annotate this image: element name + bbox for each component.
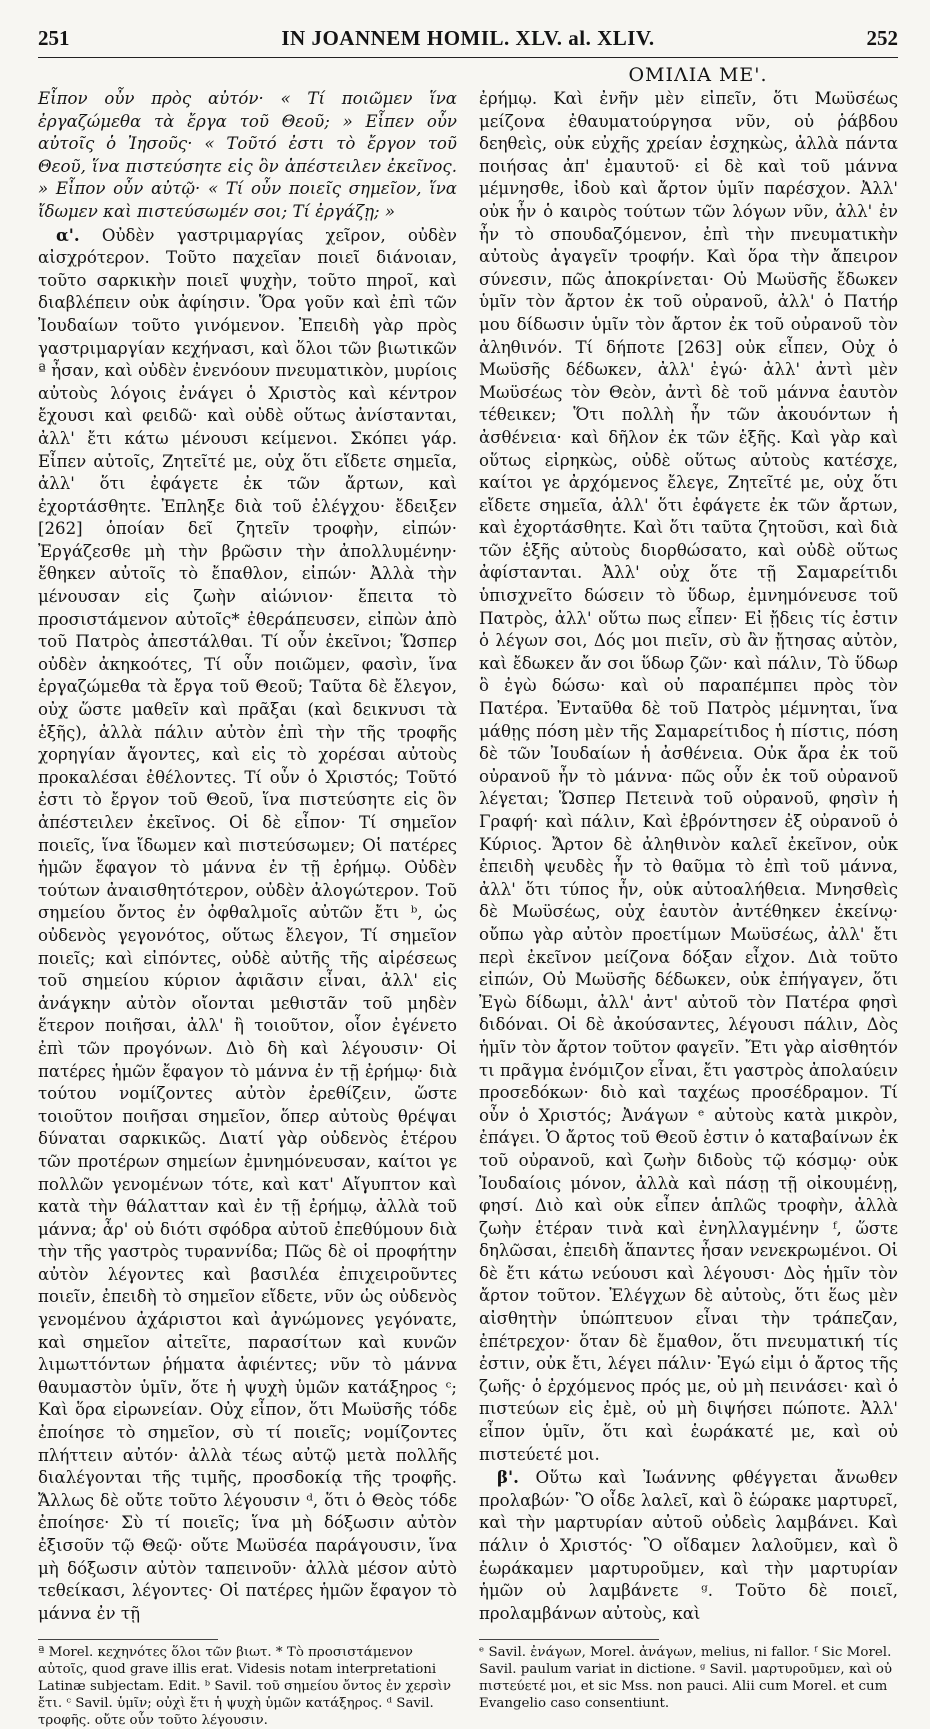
left-body-text: Οὐδὲν γαστριμαργίας χεῖρον, οὐδὲν αἰσχρότερον. Τοῦτο παχεῖαν ποιεῖ διάνοιαν, τοῦτο σαρκικὴν ποιεῖ ψυχὴν, τοῦτο πηροῖ, καὶ διαβλέπειν οὐκ ἀφίησιν. Ὅρα γοῦν καὶ ἐπὶ τῶν Ἰουδαίων τοῦτο γινόμενον. Ἐπειδὴ γὰρ πρὸς γαστριμαργίαν κεχήνασι, καὶ ὅλοι τῶν βιωτικῶν ª ἦσαν, καὶ οὐδὲν ἐνενόουν πνευματικὸν, μυρίοις αὐτοὺς λόγοις ἐνάγει ὁ Χριστὸς καὶ κέντρον ἔχουσι καὶ φειδῶ· καὶ οὐδὲ οὕτως ἀνίστανται, ἀλλ' ἔτι κάτω μένουσι κείμενοι. Σκόπει γάρ. Εἶπεν αὐτοῖς, Ζητεῖτέ με, οὐχ ὅτι εἴδετε σημεῖα, ἀλλ' ὅτι ἐφάγετε ἐκ τῶν ἄρτων, καὶ ἐχορτάσθητε. Ἐπληξε διὰ τοῦ ἐλέγχου· ἔδειξεν [262] ὁποίαν δεῖ ζητεῖν τροφὴν, εἰπών· Ἐργάζεσθε μὴ τὴν βρῶσιν τὴν ἀπολλυμένην· ἔθηκεν αὐτοῖς τὸ ἔπαθλον, εἰπών· Ἀλλὰ τὴν μένουσαν εἰς ζωὴν αἰώνιον· ἔπειτα τὸ προσιστάμενον αὐτοῖς* ἐθεράπευσεν, εἰπὼν ἀπὸ τοῦ Πατρὸς ἀπεστάλθαι. Τί οὖν ἐκεῖνοι; Ὥσπερ οὐδὲν ἀκηκοότες, Τί οὖν ποιῶμεν, φασὶν, ἵνα ἐργαζώμεθα τὰ ἔργα τοῦ Θεοῦ; Ταῦτα δὲ ἔλεγον, οὐχ ὥστε μαθεῖν καὶ πρᾶξαι (καὶ δεικνυσι τὰ ἑξῆς), ἀλλὰ πάλιν αὐτὸν ἐπὶ τὴν τῆς τροφῆς χορηγίαν ἄγοντες, καὶ εἰς τὸ χορέσαι αὐτοὺς προκαλέσαι ἐθέλοντες. Τί οὖν ὁ Χριστός; Τοῦτό ἐστι τὸ ἔργον τοῦ Θεοῦ, ἵνα πιστεύσητε εἰς ὃν ἀπέστειλεν ἐκεῖνος. Οἱ δὲ εἶπον· Τί σημεῖον ποιεῖς, ἵνα ἴδωμεν καὶ πιστεύσωμεν; Οἱ πατέρες ἡμῶν ἔφαγον τὸ μάννα ἐν τῇ ἐρήμῳ. Οὐδὲν τούτων ἀναισθητότερον, οὐδὲν ἀλογώτερον. Τοῦ σημείου ὄντος ἐν ὀφθαλμοῖς αὐτῶν ἔτι ᵇ, ὡς οὐδενὸς γεγονότος, οὕτως ἔλεγον, Τί σημεῖον ποιεῖς; καὶ εἰπόντες, οὐδὲ αὐτῆς τῆς αἱρέσεως τοῦ σημείου κύριον ἀφιᾶσιν εἶναι, ἀλλ' εἰς ἀνάγκην αὐτὸν οἴονται μεθιστᾶν τοῦ μηδὲν ἕτερον ποιῆσαι, ἀλλ' ἢ τοιοῦτον, οἷον ἐγένετο ἐπὶ τῶν προγόνων. Διὸ δὴ καὶ λέγουσιν· Οἱ πατέρες ἡμῶν ἔφαγον τὸ μάννα ἐν τῇ ἐρήμῳ· διὰ τούτου νομίζοντες αὐτὸν ἐρεθίζειν, ὥστε τοιοῦτον ποιῆσαι σημεῖον, ὅπερ αὐτοὺς θρέψαι δύναται σαρκικῶς. Διατί γὰρ οὐδενὸς ἑτέρου τῶν προτέρων σημείων ἐμνημόνευσαν, καίτοι γε πολλῶν γενομένων τότε, καὶ κατ' Αἴγυπτον καὶ κατὰ τὴν θάλατταν καὶ ἐν τῇ ἐρήμῳ, ἀλλὰ τοῦ μάννα; ἆρ' οὐ διότι σφόδρα αὐτοῦ ἐπεθύμουν διὰ τὴν τῆς γαστρὸς τυραννίδα; Πῶς δὲ οἱ προφήτην αὐτὸν λέγοντες καὶ βασιλέα ἐπιχειροῦντες ποιεῖν, ἐπειδὴ τὸ σημεῖον εἴδετε, νῦν ὡς οὐδενὸς γενομένου ἀχάριστοι καὶ ἀγνώμονες γεγόνατε, καὶ σημεῖον αἰτεῖτε, παρασίτων καὶ κυνῶν λιμωττόντων ῥήματα ἀφιέντες; νῦν τὸ μάννα θαυμαστὸν ὑμῖν, ὅτε ἡ ψυχὴ ὑμῶν κατάξηρος ᶜ; Καὶ ὅρα εἰρωνείαν. Οὐχ εἶπον, ὅτι Μωϋσῆς τόδε ἐποίησε τὸ σημεῖον, σὺ τί ποιεῖς; νομίζοντες πλήττειν αὐτόν· ἀλλὰ τέως αὐτῷ μετὰ πολλῆς διαλέγονται τῆς τιμῆς, προσδοκίᾳ τῆς τροφῆς. Ἄλλως δὲ οὔτε τοῦτο λέγουσιν ᵈ, ὅτι ὁ Θεὸς τόδε ἐποίησε· Σὺ τί ποιεῖς; ἵνα μὴ δόξωσιν αὐτὸν ἐξισοῦν τῷ Θεῷ· οὔτε Μωϋσέα παράγουσιν, ἵνα μὴ δόξωσιν αὐτὸν ταπεινοῦν· ἀλλὰ μέσον αὐτὸ τεθείκασι, λέγοντες· Οἱ πατέρες ἡμῶν ἔφαγον τὸ μάννα ἐν τῇ bbox=[38, 225, 457, 1623]
scripture-intro: Εἶπον οὖν πρὸς αὐτόν· « Τί ποιῶμεν ἵνα ἐργαζώμεθα τὰ ἔργα τοῦ Θεοῦ; » Εἶπεν οὖν αὐτοῖς ὁ Ἰησοῦς· « Τοῦτό ἐστι τὸ ἔργον τοῦ Θεοῦ, ἵνα πιστεύσητε εἰς ὃν ἀπέστειλεν ἐκεῖνος. » Εἶπον οὖν αὐτῷ· « Τί οὖν ποιεῖς σημεῖον, ἵνα ἴδωμεν καὶ πιστεύσωμέν σοι; Τί ἐργάζῃ; » bbox=[38, 89, 457, 221]
running-title: IN JOANNEM HOMIL. XLV. al. XLIV. bbox=[281, 26, 655, 50]
left-page-number: 251 bbox=[38, 26, 70, 50]
footnotes-left bbox=[38, 1639, 457, 1729]
section-mark-beta: β'. bbox=[497, 1467, 519, 1488]
footnotes-right bbox=[479, 1639, 898, 1729]
text-columns bbox=[38, 88, 898, 1625]
right-body2-text: Οὕτω καὶ Ἰωάννης φθέγγεται ἄνωθεν προλαβών· Ὃ οἶδε λαλεῖ, καὶ ὃ ἑώρακε μαρτυρεῖ, καὶ τὴν μαρτυρίαν αὐτοῦ οὐδεὶς λαμβάνει. Καὶ πάλιν ὁ Χριστός· Ὃ οἴδαμεν λαλοῦμεν, καὶ ὃ ἑωράκαμεν μαρτυροῦμεν, καὶ τὴν μαρτυρίαν ἡμῶν οὐ λαμβάνετε ᵍ. Τοῦτο δὲ ποιεῖ, προλαμβάνων αὐτοὺς, καὶ bbox=[479, 1468, 898, 1623]
footnotes bbox=[38, 1639, 898, 1729]
footnote-rule-left bbox=[38, 1639, 218, 1640]
footnotes-left-text: ª Morel. κεχηνότες ὅλοι τῶν βιωτ. * Τὸ προσιστάμενον αὐτοῖς, quod grave illis erat. Videsis notam interpretationi Latinæ subjectam. Edit. ᵇ Savil. τοῦ σημείου ὄντος ἐν χερσὶν ἔτι. ᶜ Savil. ὑμῖν; οὐχὶ ἔτι ἡ ψυχὴ ὑμῶν κατάξηρος. ᵈ Savil. τροφῆς. οὔτε οὖν τοῦτο λέγουσιν. bbox=[38, 1645, 452, 1729]
right-body-second bbox=[479, 1466, 898, 1625]
right-page-number: 252 bbox=[866, 26, 898, 50]
running-head bbox=[38, 26, 898, 58]
right-body-text: ἐρήμῳ. Καὶ ἐνῆν μὲν εἰπεῖν, ὅτι Μωϋσέως μείζονα ἐθαυματούργησα νῦν, οὐ ῥάβδου δεηθεὶς, οὐκ εὐχῆς χρείαν ἐσχηκὼς, ἀλλὰ πάντα ποιήσας ἀπ' ἐμαυτοῦ· εἰ δὲ καὶ τοῦ μάννα μέμνησθε, ἰδοὺ καὶ ἄρτον ὑμῖν παρέσχον. Ἀλλ' οὐκ ἦν ὁ καιρὸς τούτων τῶν λόγων νῦν, ἀλλ' ἐν ἦν τὸ σπουδαζόμενον, ἐπὶ τὴν πνευματικὴν αὐτοὺς ἀγαγεῖν τροφήν. Καὶ ὅρα τὴν ἄπειρον σύνεσιν, πῶς ἀποκρίνεται· Οὐ Μωϋσῆς ἔδωκεν ὑμῖν τὸν ἄρτον ἐκ τοῦ οὐρανοῦ, ἀλλ' ὁ Πατήρ μου δίδωσιν ὑμῖν τὸν ἄρτον ἐκ τοῦ οὐρανοῦ τὸν ἀληθινόν. Τί δήποτε [263] οὐκ εἶπεν, Οὐχ ὁ Μωϋσῆς δέδωκεν, ἀλλ' ἐγώ· ἀλλ' ἀντὶ μὲν Μωϋσέως τὸν Θεὸν, ἀντὶ δὲ τοῦ μάννα ἑαυτὸν τέθεικεν; Ὅτι πολλὴ ἦν τῶν ἀκουόντων ἡ ἀσθένεια· καὶ δῆλον ἐκ τῶν ἑξῆς. Καὶ γὰρ καὶ οὕτως εἰρηκὼς, οὐδὲ οὕτως αὐτοὺς κατέσχε, καίτοι γε ἀρχόμενος ἔλεγε, Ζητεῖτέ με, οὐχ ὅτι εἴδετε σημεῖα, ἀλλ' ὅτι ἐφάγετε ἐκ τῶν ἄρτων, καὶ ἐχορτάσθητε. Καὶ ὅτι ταῦτα ζητοῦσι, καὶ διὰ τῶν ἑξῆς αὐτοὺς διορθώσατο, καὶ οὐδὲ οὕτως ἀφίστανται. Ἀλλ' οὐχ ὅτε τῇ Σαμαρείτιδι ὑπισχνεῖτο δώσειν τὸ ὕδωρ, ἐμνημόνευσε τοῦ Πατρὸς, ἀλλ' οὕτω πως εἶπεν· Εἰ ᾔδεις τίς ἐστιν ὁ λέγων σοι, Δός μοι πιεῖν, σὺ ἂν ᾔτησας αὐτὸν, καὶ ἔδωκεν ἄν σοι ὕδωρ ζῶν· καὶ πάλιν, Τὸ ὕδωρ ὃ ἐγὼ δώσω· καὶ οὐ παραπέμπει πρὸς τὸν Πατέρα. Ἐνταῦθα δὲ τοῦ Πατρὸς μέμνηται, ἵνα μάθῃς πόση μὲν τῆς Σαμαρείτιδος ἡ πίστις, πόση δὲ τῶν Ἰουδαίων ἡ ἀσθένεια. Οὐκ ἄρα ἐκ τοῦ οὐρανοῦ ἦν τὸ μάννα· πῶς οὖν ἐκ τοῦ οὐρανοῦ λέγεται; Ὥσπερ Πετεινὰ τοῦ οὐρανοῦ, φησὶν ἡ Γραφή· καὶ πάλιν, Καὶ ἐβρόντησεν ἐξ οὐρανοῦ ὁ Κύριος. Ἄρτον δὲ ἀληθινὸν καλεῖ ἐκεῖνον, οὐκ ἐπειδὴ ψευδὲς ἦν τὸ θαῦμα τὸ ἐπὶ τοῦ μάννα, ἀλλ' ὅτι τύπος ἦν, οὐκ αὐτοαλήθεια. Μνησθεὶς δὲ Μωϋσέως, οὐχ ἑαυτὸν ἀντέθηκεν ἐκείνῳ· οὔπω γὰρ αὐτὸν προετίμων Μωϋσέως, ἀλλ' ἔτι περὶ ἐκεῖνον μείζονα δόξαν εἶχον. Διὰ τοῦτο εἰπών, Οὐ Μωϋσῆς δέδωκεν, οὐκ ἐπήγαγεν, ὅτι Ἐγὼ δίδωμι, ἀλλ' ἀντ' αὐτοῦ τὸν Πατέρα φησὶ διδόναι. Οἱ δὲ ἀκούσαντες, λέγουσι πάλιν, Δὸς ἡμῖν τὸν ἄρτον τοῦτον φαγεῖν. Ἔτι γὰρ αἰσθητόν τι πρᾶγμα ἐνόμιζον εἶναι, ἔτι γαστρὸς ἀπολαύειν προσεδόκων· διὸ καὶ ταχέως προσέδραμον. Τί οὖν ὁ Χριστός; Ἀνάγων ᵉ αὐτοὺς κατὰ μικρὸν, ἐπάγει. Ὁ ἄρτος τοῦ Θεοῦ ἐστιν ὁ καταβαίνων ἐκ τοῦ οὐρανοῦ, καὶ ζωὴν διδοὺς τῷ κόσμῳ· οὐκ Ἰουδαίοις μόνον, ἀλλὰ καὶ πάσῃ τῇ οἰκουμένῃ, φησί. Διὸ καὶ οὐκ εἶπεν ἁπλῶς τροφὴν, ἀλλὰ ζωὴν ἑτέραν τινὰ καὶ ἐνηλλαγμένην ᶠ, ὥστε δηλῶσαι, ἐπειδὴ ἅπαντες ἦσαν νενεκρωμένοι. Οἱ δὲ ἔτι κάτω νεύουσι καὶ λέγουσι· Δὸς ἡμῖν τὸν ἄρτον τοῦτον. Ἐλέγχων δὲ αὐτοὺς, ὅτι ἕως μὲν αἰσθητὴν ὑπώπτευον εἶναι τὴν τράπεζαν, ἐπέτρεχον· ὅταν δὲ ἔμαθον, ὅτι πνευματική τίς ἐστιν, οὐκ ἔτι, λέγει πάλιν· Ἐγώ εἰμι ὁ ἄρτος τῆς ζωῆς· ὁ ἐρχόμενος πρός με, οὐ μὴ πεινάσει· καὶ ὁ πιστεύων εἰς ἐμὲ, οὐ μὴ διψήσει πώποτε. Ἀλλ' εἶπον ὑμῖν, ὅτι καὶ ἑωράκατέ με, καὶ οὐ πιστεύετέ μοι. bbox=[479, 89, 898, 1464]
left-body bbox=[38, 224, 457, 1626]
left-column bbox=[38, 88, 457, 1625]
section-mark-alpha: α'. bbox=[56, 224, 80, 245]
homily-title: ΟΜΙΛΙΑ ΜΕ'. bbox=[628, 64, 768, 86]
footnotes-right-text: ᵉ Savil. ἐνάγων, Morel. ἀνάγων, melius, ni fallor. ᶠ Sic Morel. Savil. paulum variat in dictione. ᵍ Savil. μαρτυροῦμεν, καὶ οὐ πιστεύετέ μοι, et sic Mss. non pauci. Alii cum Morel. et cum Evangelio caso consentiunt. bbox=[479, 1645, 893, 1712]
footnote-rule-right bbox=[479, 1639, 659, 1640]
right-column bbox=[479, 88, 898, 1625]
